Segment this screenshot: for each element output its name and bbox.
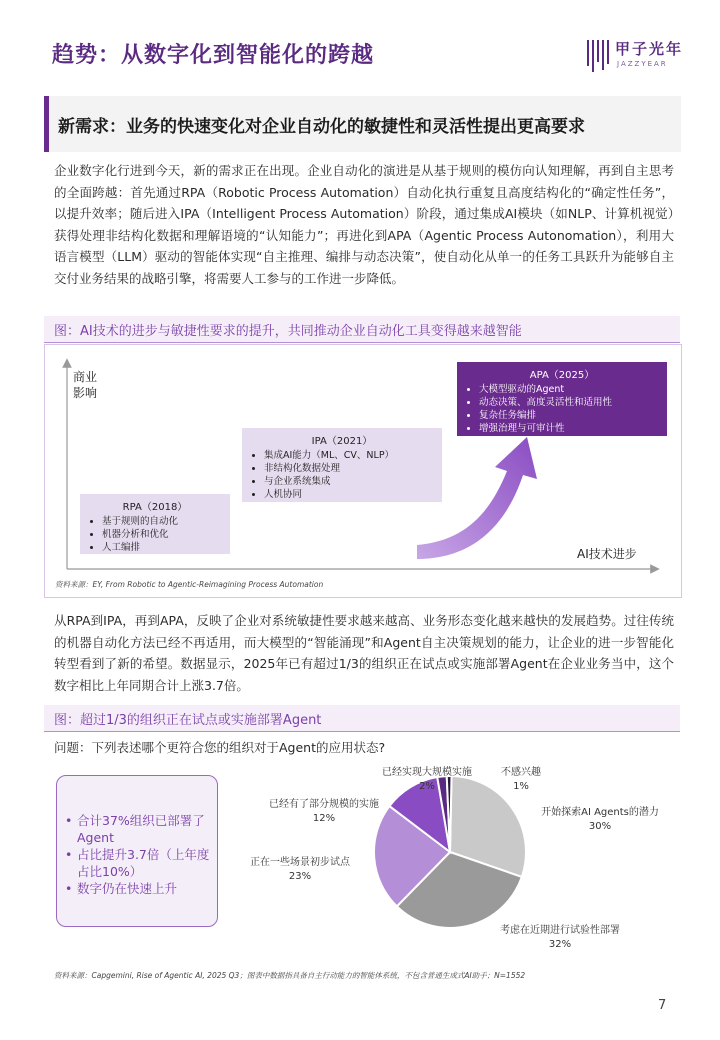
- body-paragraph-2: 从RPA到IPA，再到APA，反映了企业对系统敏捷性要求越来越高、业务形态变化越来越快的发展趋势。过往传统的机器自动化方法已经不再适用，而大模型的“智能涌现”和Agent自主决策规划的能力，让企业的进一步智能化转型看到了新的希望。数据显示，2025年已有超过1/3的组织正在试点或实施部署Agent在企业业务当中，这个数字相比上年同期合计上涨3.7倍。: [54, 613, 674, 693]
- figure-1-source: 资料来源：EY, From Robotic to Agentic-Reimagining Process Automation: [55, 580, 324, 589]
- apa-item: • 动态决策、高度灵活性和适用性: [479, 396, 667, 409]
- slice-value: 12%: [312, 813, 336, 824]
- page-title: 趋势：从数字化到智能化的跨越: [52, 43, 375, 68]
- figure-1-caption: 图：AI技术的进步与敏捷性要求的提升，共同推动企业自动化工具变得越来越智能: [54, 324, 522, 339]
- slice-value: 23%: [288, 871, 312, 882]
- ipa-stage-box: [242, 428, 442, 502]
- ipa-item: • 人机协同: [264, 488, 442, 501]
- slice-value: 32%: [548, 939, 572, 950]
- ipa-item: • 集成AI能力（ML、CV、NLP）: [264, 449, 442, 462]
- rpa-item: • 人工编排: [102, 541, 230, 554]
- apa-item: • 大模型驱动的Agent: [479, 383, 667, 396]
- section-title: 新需求：业务的快速变化对企业自动化的敏捷性和灵活性提出更高要求: [58, 117, 585, 137]
- body-paragraph-1: 企业数字化行进到今天，新的需求正在出现。企业自动化的演进是从基于规则的模仿向认知理解，再到自主思考的全面跨越：首先通过RPA（Robotic Process Automation）自动化执行重复且高度结构化的“确定性任务”，以提升效率；随后进入IPA（Intelligent Process Automation）阶段，通过集成AI模块（如NLP、计算机视觉）获得处理非结构化数据和理解语境的“认知能力”；再进化到APA（Agentic Process Autonomation），利用大语言模型（LLM）驱动的智能体实现“自主推理、编排与动态决策”，使自动化从单一的任务工具跃升为能够自主交付业务结果的战略引擎，将需要人工参与的工作进一步降低。: [54, 163, 674, 286]
- slice-label: 考虑在近期进行试验性部署: [500, 925, 620, 936]
- rpa-item: • 机器分析和优化: [102, 528, 230, 541]
- figure-2-caption: 图：超过1/3的组织正在试点或实施部署Agent: [54, 713, 322, 728]
- slice-value: 1%: [513, 781, 529, 792]
- ipa-title: IPA（2021）: [311, 436, 373, 447]
- logo-subtext: JAZZYEAR: [617, 60, 668, 68]
- slice-label: 正在一些场景初步试点: [250, 857, 350, 868]
- logo-text: 甲子光年: [615, 40, 684, 58]
- x-axis-label: AI技术进步: [577, 547, 637, 561]
- ipa-item: • 非结构化数据处理: [264, 462, 442, 475]
- brand-logo: [585, 36, 695, 76]
- rpa-stage-box: [80, 494, 230, 554]
- key-finding: • 合计37%组织已部署了Agent: [65, 812, 217, 846]
- rpa-title: RPA（2018）: [122, 502, 188, 513]
- ipa-item: • 与企业系统集成: [264, 475, 442, 488]
- apa-item: • 复杂任务编排: [479, 409, 667, 422]
- slice-value: 30%: [588, 821, 612, 832]
- apa-title: APA（2025）: [529, 370, 595, 381]
- key-finding: • 占比提升3.7倍（上年度占比10%）: [65, 846, 217, 880]
- slice-label: 已经实现大规模实施: [382, 767, 472, 778]
- figure-1-caption-bar: [44, 316, 680, 343]
- figure-2-source: 资料来源：Capgemini, Rise of Agentic AI, 2025 Q3；图表中数据指具备自主行动能力的智能体系统，不包含普通生成式AI助手；N=1552: [54, 971, 526, 980]
- slice-value: 2%: [419, 781, 435, 792]
- apa-stage-box: [457, 362, 667, 436]
- slice-label: 开始探索AI Agents的潜力: [541, 807, 659, 818]
- y-axis-label-line2: 影响: [73, 386, 98, 400]
- key-finding: • 数字仍在快速上升: [65, 880, 217, 897]
- rpa-item: • 基于规则的自动化: [102, 515, 230, 528]
- logo-mark-icon: [585, 36, 613, 76]
- apa-item: • 增强治理与可审计性: [479, 422, 667, 435]
- page-number: 7: [658, 998, 667, 1013]
- y-axis-label-line1: 商业: [73, 370, 98, 384]
- survey-question: 问题：下列表述哪个更符合您的组织对于Agent的应用状态?: [54, 740, 386, 755]
- figure-2-caption-bar: [44, 705, 680, 732]
- slice-label: 已经有了部分规模的实施: [269, 799, 379, 810]
- slice-label: 不感兴趣: [501, 767, 541, 778]
